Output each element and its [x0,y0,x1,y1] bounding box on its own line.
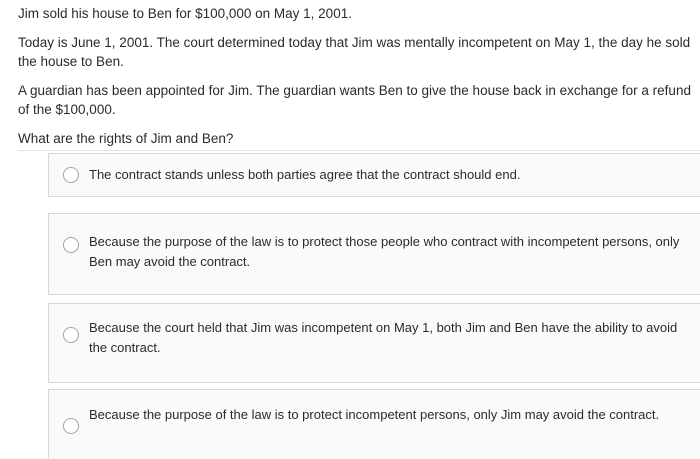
question-text-1: Jim sold his house to Ben for $100,000 on May 1, 2001. [18,6,352,21]
question-text-2: Today is June 1, 2001. The court determined today that Jim was mentally incompetent on May 1, the day he sold the house to Ben. [18,35,691,69]
answer-option-4[interactable] [48,389,700,459]
question-text-3: A guardian has been appointed for Jim. The guardian wants Ben to give the house back in exchange for a refund of the $100,000. [18,83,691,117]
answer-option-1-label: The contract stands unless both parties agree that the contract should end. [89,167,521,182]
answer-option-4-label: Because the purpose of the law is to protect incompetent persons, only Jim may avoid the contract. [89,407,660,422]
question-stem [18,4,694,158]
answer-option-1[interactable] [48,153,700,197]
radio-button-2[interactable] [63,237,79,253]
answer-option-3[interactable] [48,303,700,383]
answer-option-3-label: Because the court held that Jim was incompetent on May 1, both Jim and Ben have the ability to avoid the contract. [89,320,678,355]
question-prompt: What are the rights of Jim and Ben? [18,131,234,146]
radio-button-3[interactable] [63,327,79,343]
radio-button-4[interactable] [63,418,79,434]
radio-button-1[interactable] [63,167,79,183]
answer-option-2[interactable] [48,213,700,295]
divider [18,150,700,151]
answer-option-2-label: Because the purpose of the law is to protect those people who contract with incompetent persons, only Ben may avoid the contract. [89,234,680,269]
